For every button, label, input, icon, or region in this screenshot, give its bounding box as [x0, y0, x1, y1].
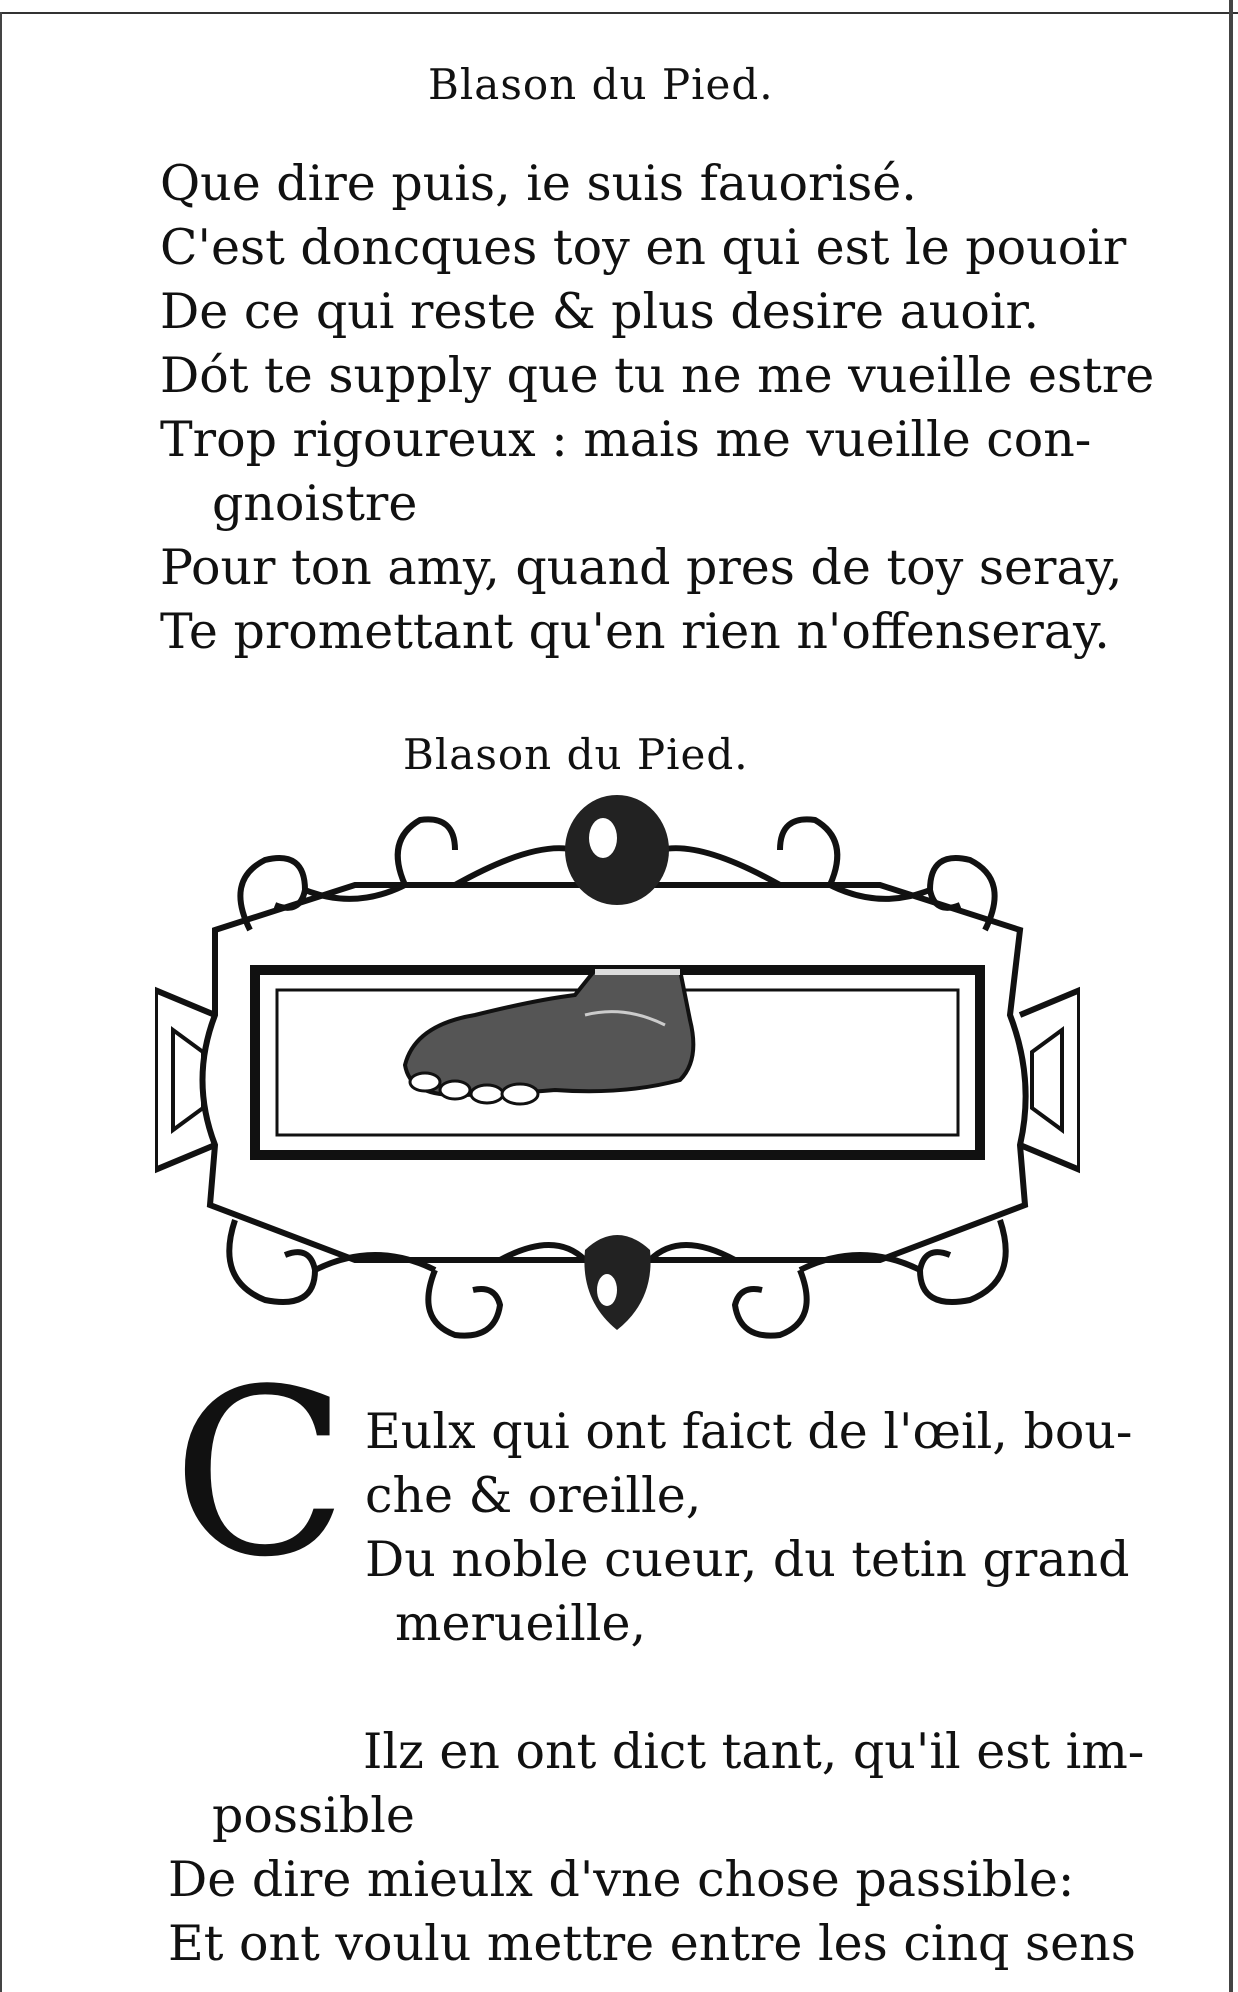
poem-line: Que dire puis, ie suis fauorisé. [160, 155, 917, 212]
poem-line: De ce qui reste & plus desire auoir. [160, 283, 1040, 340]
poem-line: Eulx qui ont faict de l'œil, bou- [365, 1403, 1133, 1460]
poem-line: Ilz en ont dict tant, qu'il est im- [363, 1723, 1145, 1780]
drop-cap: C [172, 1341, 348, 1608]
poem-line: Dót te supply que tu ne me vueille estre [160, 347, 1155, 404]
poem-line: merueille, [395, 1595, 647, 1652]
left-border [0, 12, 2, 1992]
poem-line: Du noble cueur, du tetin grand [365, 1531, 1130, 1588]
poem-line: Trop rigoureux : mais me vueille con- [160, 411, 1092, 468]
section-title-1: Blason du Pied. [428, 60, 774, 109]
poem-2-part-b [168, 1720, 1144, 1976]
poem-line: che & oreille, [365, 1467, 702, 1524]
poem-line: Te promettant qu'en rien n'offenseray. [160, 603, 1110, 660]
poem-line: possible [212, 1787, 415, 1844]
poem-line: gnoistre [212, 475, 418, 532]
poem-1 [160, 152, 1154, 664]
top-border [0, 12, 1238, 14]
poem-line: De dire mieulx d'vne chose passible: [168, 1851, 1075, 1908]
poem-line: C'est doncques toy en qui est le pouoir [160, 219, 1127, 276]
section-title-2: Blason du Pied. [403, 730, 749, 779]
poem-line: Pour ton amy, quand pres de toy seray, [160, 539, 1123, 596]
poem-line: Et ont voulu mettre entre les cinq sens [168, 1915, 1136, 1972]
right-border [1229, 0, 1233, 1992]
poem-2-part-a [365, 1400, 1132, 1656]
foot-cartouche-icon [155, 790, 1080, 1350]
